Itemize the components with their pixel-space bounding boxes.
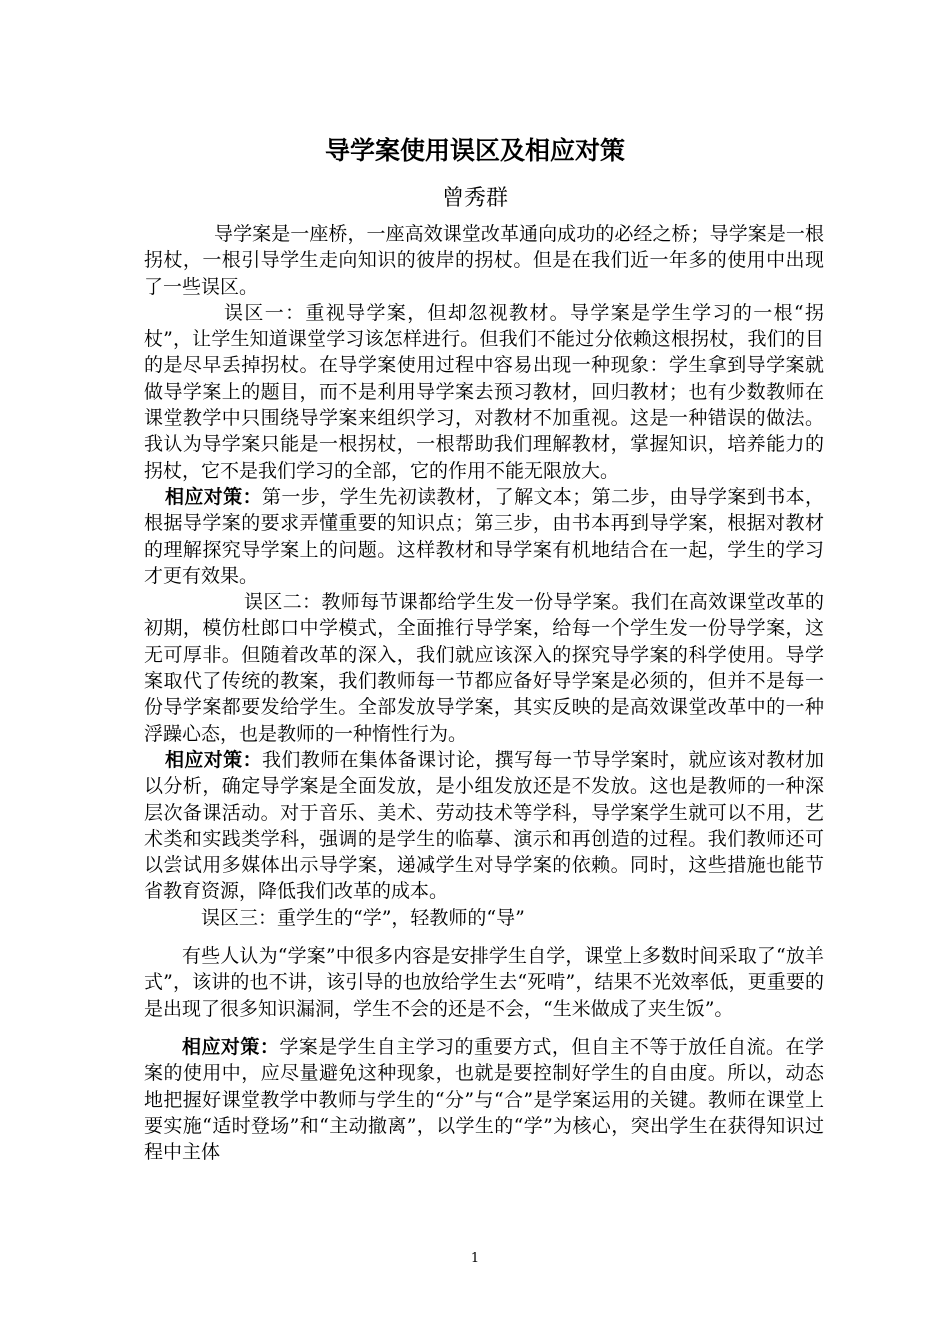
page-number: 1 xyxy=(470,1251,480,1266)
misconception-one-paragraph xyxy=(144,300,824,484)
paragraph-text: 我们教师在集体备课讨论，撰写每一节导学案时，就应该对教材加以分析，确定导学案是全面发放，是小组发放还是不发放。这也是教师的一种深层次备课活动。对于音乐、美术、劳动技术等学科，导学案学生就可以不用，艺术类和实践类学科，强调的是学生的临摹、演示和再创造的过程。我们教师还可以尝试用多媒体出示导学案，递减学生对导学案的依赖。同时，这些措施也能节省教育资源，降低我们改革的成本。 xyxy=(144,748,824,903)
intro-paragraph xyxy=(144,221,824,300)
countermeasure-heading: 相应对策： xyxy=(165,748,262,771)
misconception-three-heading xyxy=(144,905,824,931)
misconception-two-paragraph xyxy=(144,589,824,747)
countermeasure-one-paragraph xyxy=(144,484,824,589)
paragraph-text: 学案是学生自主学习的重要方式，但自主不等于放任自流。在学案的使用中，应尽量避免这种现象，也就是要控制好学生的自由度。所以，动态地把握好课堂教学中教师与学生的“分”与“合”是学案运用的关键。教师在课堂上要实施“适时登场”和“主动撤离”，以学生的“学”为核心，突出学生在获得知识过程中主体 xyxy=(144,1035,824,1164)
document-title: 导学案使用误区及相应对策 xyxy=(324,136,625,165)
paragraph-text: 导学案是一座桥，一座高效课堂改革通向成功的必经之桥；导学案是一根拐杖，一根引导学生走向知识的彼岸的拐杖。但是在我们近一年多的使用中出现了一些误区。 xyxy=(144,223,824,298)
paragraph-text: 误区三：重学生的“学”，轻教师的“导” xyxy=(201,906,525,929)
paragraph-text: 误区二：教师每节课都给学生发一份导学案。我们在高效课堂改革的初期，模仿杜郎口中学模式，全面推行导学案，给每一个学生发一份导学案，这无可厚非。但随着改革的深入，我们就应该深入的探究导学案的科学使用。导学案取代了传统的教案，我们教师每一节都应备好导学案是必须的，但并不是每一份导学案都要发给学生。全部发放导学案，其实反映的是高效课堂改革中的一种浮躁心态，也是教师的一种惰性行为。 xyxy=(144,591,824,745)
countermeasure-heading: 相应对策： xyxy=(165,485,262,508)
misconception-three-paragraph xyxy=(144,943,824,1022)
countermeasure-three-paragraph xyxy=(144,1034,824,1165)
document-body xyxy=(144,221,824,1165)
document-author: 曾秀群 xyxy=(441,186,508,211)
paragraph-text: 有些人认为“学案”中很多内容是安排学生自学，课堂上多数时间采取了“放羊式”，该讲的也不讲，该引导的也放给学生去“死啃”，结果不光效率低，更重要的是出现了很多知识漏洞，学生不会的还是不会，“生米做成了夹生饭”。 xyxy=(144,945,824,1020)
paragraph-text: 第一步，学生先初读教材，了解文本；第二步，由导学案到书本，根据导学案的要求弄懂重要的知识点；第三步，由书本再到导学案，根据对教材的理解探究导学案上的问题。这样教材和导学案有机地结合在一起，学生的学习才更有效果。 xyxy=(144,485,824,587)
countermeasure-two-paragraph xyxy=(144,747,824,905)
paragraph-text: 误区一：重视导学案，但却忽视教材。导学案是学生学习的一根“拐杖”，让学生知道课堂学习该怎样进行。但我们不能过分依赖这根拐杖，我们的目的是尽早丢掉拐杖。在导学案使用过程中容易出现一种现象：学生拿到导学案就做导学案上的题目，而不是利用导学案去预习教材，回归教材；也有少数教师在课堂教学中只围绕导学案来组织学习，对教材不加重视。这是一种错误的做法。我认为导学案只能是一根拐杖，一根帮助我们理解教材，掌握知识，培养能力的拐杖，它不是我们学习的全部，它的作用不能无限放大。 xyxy=(144,301,824,482)
countermeasure-heading: 相应对策： xyxy=(182,1035,280,1058)
